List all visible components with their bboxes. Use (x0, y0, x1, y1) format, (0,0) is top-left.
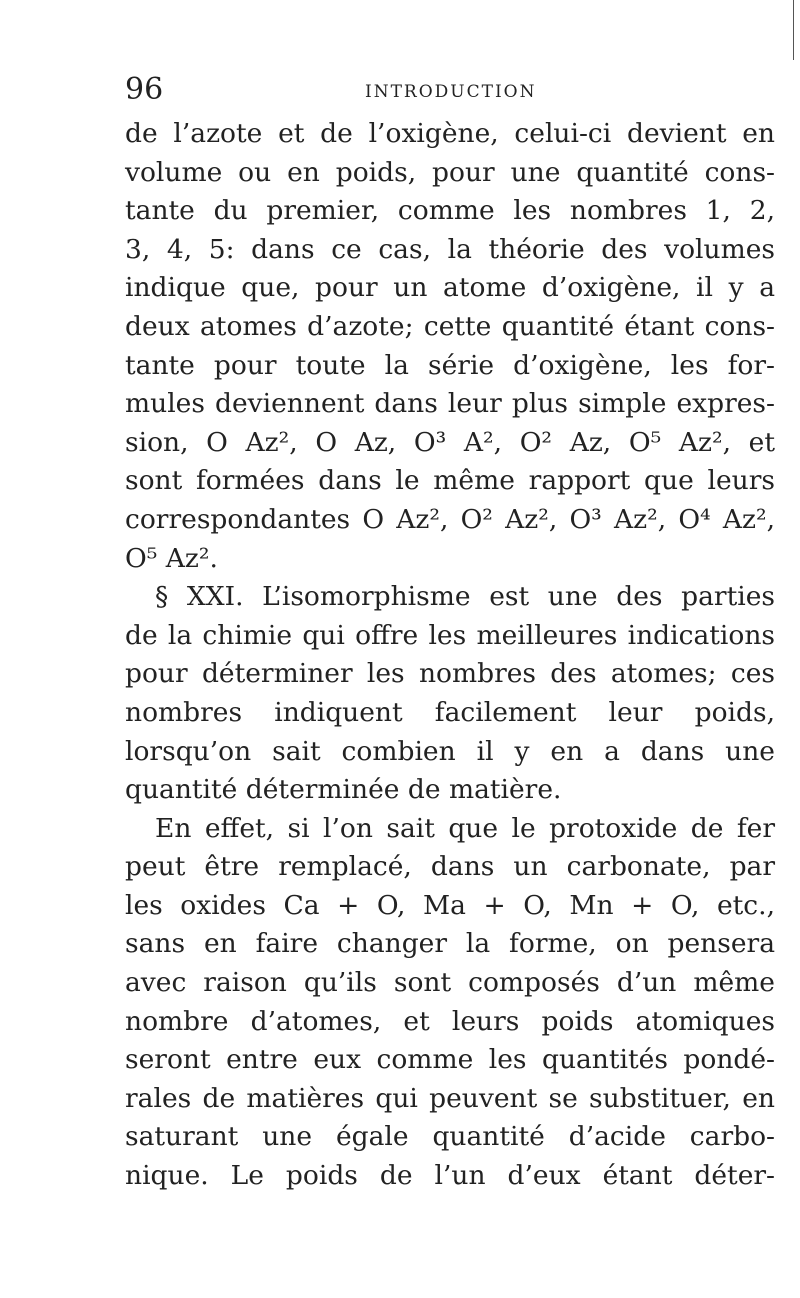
text-line: de la chimie qui offre les meilleures indications (125, 619, 775, 651)
text-line: sont formées dans le même rapport que leurs (125, 465, 775, 497)
text-line: 3, 4, 5: dans ce cas, la théorie des volumes (125, 233, 775, 265)
text-line: sans en faire changer la forme, on pensera (125, 928, 775, 960)
text-line: nombre d’atomes, et leurs poids atomiques (125, 1005, 775, 1037)
text-line: rales de matières qui peuvent se substituer, en (125, 1082, 775, 1114)
page-header (125, 70, 725, 110)
text-line: quantité déterminée de matière. (125, 774, 562, 806)
text-line: saturant une égale quantité d’acide carbo- (125, 1121, 775, 1153)
body-text (125, 115, 775, 1196)
page-edge-line (793, 0, 794, 60)
text-line: seront entre eux comme les quantités pondé- (125, 1044, 775, 1076)
text-line: tante du premier, comme les nombres 1, 2, (125, 195, 775, 227)
text-line: nique. Le poids de l’un d’eux étant déter- (125, 1160, 775, 1192)
text-line: correspondantes O Az², O² Az², O³ Az², O⁴ Az², (125, 503, 775, 535)
text-line: pour déterminer les nombres des atomes; ces (125, 658, 775, 690)
section-heading-line: § XXI. L’isomorphisme est une des parties (155, 581, 775, 613)
page-number: 96 (125, 72, 164, 107)
text-line: avec raison qu’ils sont composés d’un même (125, 967, 775, 999)
text-line: peut être remplacé, dans un carbonate, par (125, 851, 775, 883)
text-line: nombres indiquent facilement leur poids, (125, 696, 775, 728)
text-line: tante pour toute la série d’oxigène, les for- (125, 349, 775, 381)
text-line: de l’azote et de l’oxigène, celui-ci devient en (125, 118, 775, 149)
text-line: sion, O Az², O Az, O³ A², O² Az, O⁵ Az², et (125, 426, 775, 458)
running-head: INTRODUCTION (365, 82, 537, 102)
paragraph-start-line: En effet, si l’on sait que le protoxide de fer (155, 812, 775, 844)
text-line: volume ou en poids, pour une quantité cons- (125, 156, 775, 188)
text-line: mules deviennent dans leur plus simple expres- (125, 388, 775, 420)
text-line: O⁵ Az². (125, 542, 218, 574)
text-line: les oxides Ca + O, Ma + O, Mn + O, etc., (125, 889, 775, 921)
text-line: lorsqu’on sait combien il y en a dans une (125, 735, 775, 767)
text-line: indique que, pour un atome d’oxigène, il y a (125, 272, 775, 304)
text-line: deux atomes d’azote; cette quantité étant cons- (125, 310, 775, 342)
